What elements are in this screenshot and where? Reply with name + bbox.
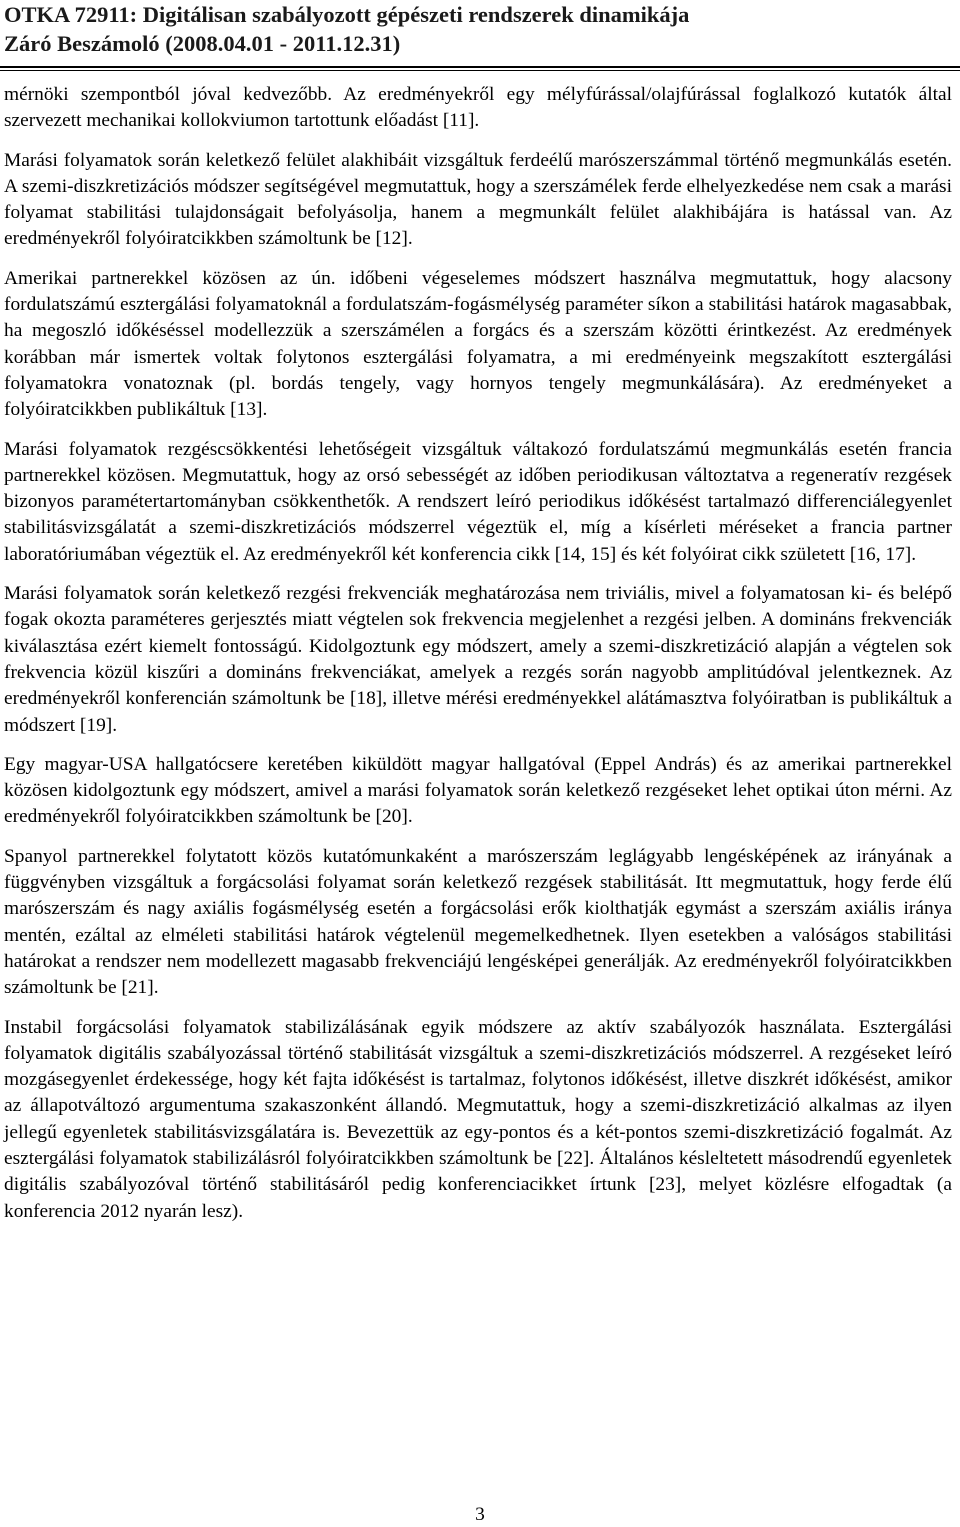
paragraph: Amerikai partnerekkel közösen az ún. időbeni végeselemes módszert használva megmutattuk, hogy alacsony fordulatszámú esztergálási folyamatoknál a fordulatszám-fogásmélység paraméter síkon a stabilitási határok magasabbak, ha megoszló időkéséssel modellezzük a szerszámélen a forgács és a szerszám közötti érintkezést. Az eredmények korábban már ismertek voltak folytonos esztergálási folyamatra, a mi eredményeink megszakított esztergálási folyamatokra vonatoznak (pl. bordás tengely, vagy hornyos tengely megmunkálására). Az eredményeket a folyóiratcikkben publikáltuk [13]. — [4, 267, 952, 421]
paragraph: Marási folyamatok során keletkező rezgési frekvenciák meghatározása nem triviális, mivel a folyamatosan ki- és belépő fogak okozta paraméteres gerjesztés miatt végtelen sok frekvencia megjelenhet a rezgési jelben. A domináns frekvenciák kiválasztása ezért kiemelt fontosságú. Kidolgoztunk egy módszert, amely a szemi-diszkretizáció alapján a végtelen sok frekvencia közül kiszűri a domináns frekvenciákat, amelyek a rezgés során nagyobb amplitúdóval jelentkeznek. Az eredményekről konferencián számoltunk be [18], illetve mérési eredményekkel alátámasztva folyóiratban is publikáltuk a módszert [19]. — [4, 583, 952, 736]
header-title: OTKA 72911: Digitálisan szabályozott gépészeti rendszerek dinamikája — [4, 2, 690, 27]
paragraph: Instabil forgácsolási folyamatok stabilizálásának egyik módszere az aktív szabályozók használata. Esztergálási folyamatok digitális szabályozással történő stabilitását vizsgáltuk a szemi-diszkretizációs módszerrel. A rezgéseket leíró mozgásegyenlet érdekessége, hogy két fajta időkésést is tartalmaz, folytonos időkésést, illetve diszkrét időkésést, amikor az állapotváltozó argumentuma szakaszonként állandó. Megmutattuk, hogy a szemi-diszkretizáció alkalmas az ilyen jellegű egyenletek stabilitásvizsgálatára is. Bevezettük az egy-pontos és a két-pontos szemi-diszkretizáció fogalmát. Az esztergálási folyamatok stabilizálásról folyóiratcikkben számoltunk be [22]. Általános késleltetett másodrendű egyenletek digitális szabályozóval történő stabilitásáról pedig konferenciacikket írtunk [23], melyet közlésre elfogadtak (a konferencia 2012 nyarán lesz). — [4, 1016, 952, 1222]
paragraph: Egy magyar-USA hallgatócsere keretében kiküldött magyar hallgatóval (Eppel András) és az amerikai partnerekkel közösen kidolgoztunk egy módszert, amivel a marási folyamatok során keletkező rezgéseket lehet optikai úton mérni. Az eredményekről folyóiratcikkben számoltunk be [20]. — [4, 753, 952, 828]
header-divider-thin — [0, 70, 960, 71]
paragraph: Marási folyamatok rezgéscsökkentési lehetőségeit vizsgáltuk váltakozó fordulatszámú megmunkálás esetén francia partnerekkel közösen. Megmutattuk, hogy az orsó sebességét az időben periodikusan változtatva a regeneratív rezgések bizonyos paramétertartományban csökkenthetők. A rendszert leíró periodikus időkésést tartalmazó differenciálegyenlet stabilitásvizsgálatát a szemi-diszkretizációs módszerrel végeztük el, míg a kísérleti méréseket a francia partner laboratóriumában végeztük el. Az eredményekről két konferencia cikk [14, 15] és két folyóirat cikk született [16, 17]. — [4, 438, 952, 565]
header-divider — [0, 66, 960, 68]
paragraph: Marási folyamatok során keletkező felület alakhibáit vizsgáltuk ferdeélű marószerszámmal történő megmunkálás esetén. A szemi-diszkretizációs módszer segítségével megmutattuk, hogy a szerszámélek ferde elhelyezkedése nem csak a marási folyamat stabilitási tulajdonságait befolyásolja, hanem a megmunkált felület alakhibájára is hatással van. Az eredményekről folyóiratcikkben számoltunk be [12]. — [4, 149, 952, 250]
header-subtitle: Záró Beszámoló (2008.04.01 - 2011.12.31) — [4, 31, 401, 56]
paragraph: mérnöki szempontból jóval kedvezőbb. Az eredményekről egy mélyfúrással/olajfúrással foglalkozó kutatók által szervezett mechanikai kollokviumon tartottunk előadást [11]. — [4, 84, 952, 132]
document-body — [4, 82, 952, 1238]
paragraph: Spanyol partnerekkel folytatott közös kutatómunkaként a marószerszám leglágyabb lengésképének az irányának a függvényben vizsgáltuk a forgácsolási folyamat során keletkező rezgések stabilitását. Itt megmutattuk, hogy ferde élű marószerszám és nagy axiális fogásmélység esetén a forgácsolási erők kiolthatják egymást a szerszám axiális iránya mentén, ezáltal az elméleti stabilitási határok végtelenül megemelkedhetnek. Ilyen esetekben a valóságos stabilitási határokat a rendszer nem modellezett magasabb frekvenciájú lengésképei generálják. Az eredményekről folyóiratcikkben számoltunk be [21]. — [4, 845, 952, 999]
page-number: 3 — [475, 1504, 485, 1525]
page-header — [4, 0, 956, 58]
